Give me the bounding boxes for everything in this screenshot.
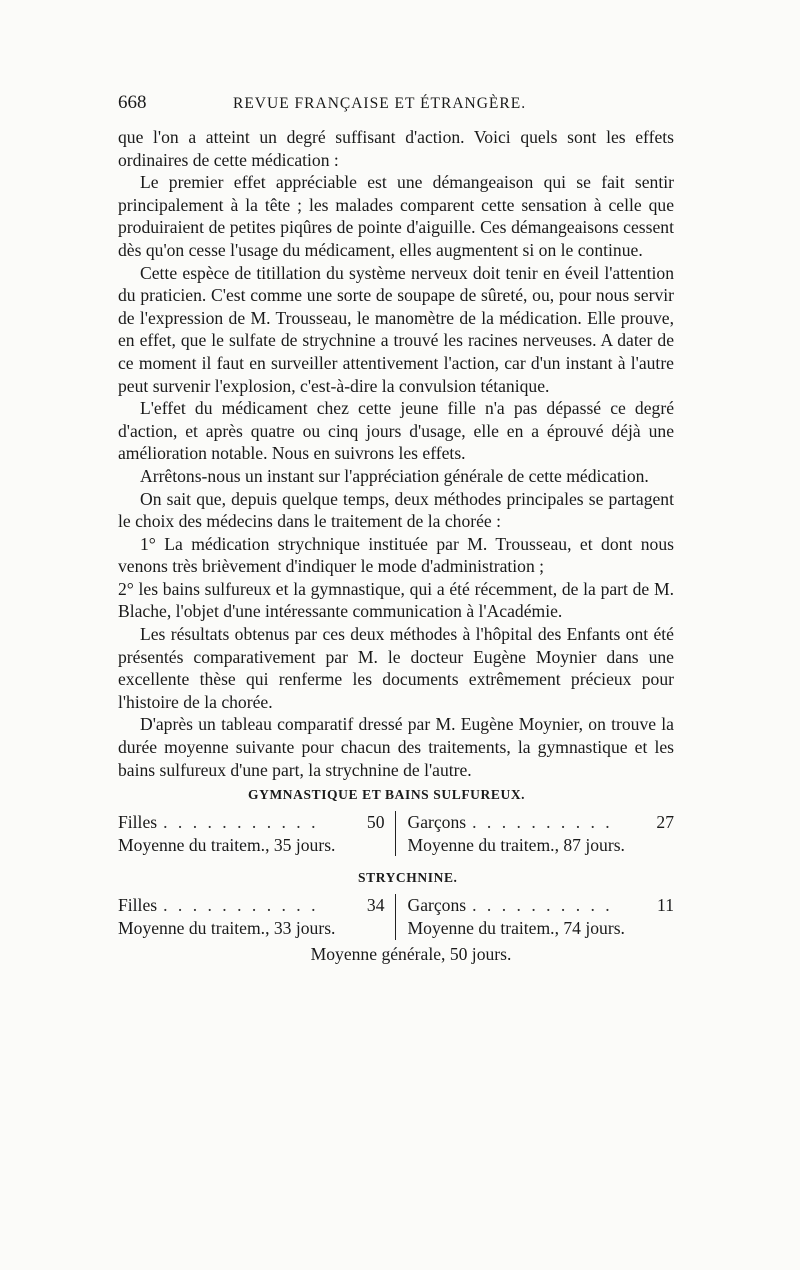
- table-row: [408, 894, 675, 917]
- table-column-filles: [118, 894, 396, 939]
- table-column-garcons: [396, 894, 675, 939]
- paragraph: Le premier effet appréciable est une démangeaison qui se fait sentir principalement à la tête ; les malades comparent cette sensation à celle que produiraient de petites piqûres de pointe d'aiguille. Ces démangeaisons cessent dès qu'on cesse l'usage du médicament, elles augmentent si on le continue.: [118, 172, 674, 260]
- paragraph: 1° La médication strychnique instituée par M. Trousseau, et dont nous venons très brièvement d'indiquer le mode d'administration ;: [118, 533, 674, 577]
- page-header: [118, 92, 674, 126]
- paragraph: Arrêtons-nous un instant sur l'appréciation générale de cette médication.: [140, 465, 649, 486]
- dot-leader: . . . . . . . . . . .: [163, 812, 319, 833]
- general-average: Moyenne générale, 50 jours.: [310, 943, 512, 964]
- body-text: [118, 126, 674, 781]
- dot-leader: . . . . . . . . . . .: [163, 895, 319, 916]
- paragraph: 2° les bains sulfureux et la gymnastique, qui a été récemment, de la part de M. Blache, l'objet d'une intéressante communication à l'Académie.: [118, 578, 674, 622]
- row-label: Garçons: [407, 812, 467, 833]
- row-duration: Moyenne du traitem., 74 jours.: [407, 918, 625, 938]
- page-number: 668: [118, 92, 147, 113]
- row-label: Filles: [118, 812, 158, 833]
- table-row: [408, 811, 675, 834]
- paragraph: Cette espèce de titillation du système nerveux doit tenir en éveil l'attention du praticien. C'est comme une sorte de soupape de sûreté, ou, pour nous servir de l'expression de M. Trousseau, le manomètre de la médication. Elle prouve, en effet, que le sulfate de strychnine a trouvé les racines nerveuses. A dater de ce moment il faut en surveiller attentivement l'action, car d'un instant à l'autre peut survenir l'explosion, c'est-à-dire la convulsion tétanique.: [118, 262, 674, 396]
- table-row: [408, 834, 675, 857]
- row-count: 34: [366, 895, 385, 916]
- row-count: 50: [366, 812, 385, 833]
- paragraph: que l'on a atteint un degré suffisant d'action. Voici quels sont les effets ordinaires de cette médication :: [118, 127, 674, 170]
- table-column-garcons: [396, 811, 675, 856]
- table-strychnine: [118, 894, 674, 939]
- row-label: Filles: [118, 895, 158, 916]
- table-row: [118, 811, 385, 834]
- table-gymnastique: [118, 811, 674, 856]
- paragraph: Les résultats obtenus par ces deux méthodes à l'hôpital des Enfants ont été présentés comparativement par M. le docteur Eugène Moynier dans une excellente thèse qui renferme les documents extrêmement précieux pour l'histoire de la chorée.: [118, 624, 674, 712]
- table-title-gymnastique: GYMNASTIQUE ET BAINS SULFUREUX.: [248, 787, 526, 803]
- table-row: [118, 917, 385, 940]
- page: [118, 92, 674, 965]
- row-duration: Moyenne du traitem., 87 jours.: [407, 834, 625, 855]
- running-title: REVUE FRANÇAISE ET ÉTRANGÈRE.: [233, 95, 527, 112]
- row-label: Garçons: [407, 895, 467, 916]
- paragraph: D'après un tableau comparatif dressé par M. Eugène Moynier, on trouve la durée moyenne suivante pour chacun des traitements, la gymnastique et les bains sulfureux d'une part, la strychnine de l'autre.: [118, 714, 674, 780]
- table-column-filles: [118, 811, 396, 856]
- dot-leader: . . . . . . . . . .: [472, 895, 613, 916]
- table-title-strychnine: STRYCHNINE.: [358, 870, 458, 886]
- table-row: [118, 834, 385, 857]
- paragraph: L'effet du médicament chez cette jeune fille n'a pas dépassé ce degré d'action, et après quatre ou cinq jours d'usage, elle en a éprouvé déjà une amélioration notable. Nous en suivrons les effets.: [118, 398, 674, 464]
- row-duration: Moyenne du traitem., 35 jours.: [118, 834, 336, 855]
- row-count: 27: [656, 812, 674, 833]
- paragraph: On sait que, depuis quelque temps, deux méthodes principales se partagent le choix des médecins dans le traitement de la chorée :: [118, 488, 674, 532]
- table-row: [408, 917, 675, 940]
- table-row: [118, 894, 385, 917]
- row-duration: Moyenne du traitem., 33 jours.: [118, 918, 336, 938]
- dot-leader: . . . . . . . . . .: [472, 812, 613, 833]
- row-count: 11: [657, 895, 674, 916]
